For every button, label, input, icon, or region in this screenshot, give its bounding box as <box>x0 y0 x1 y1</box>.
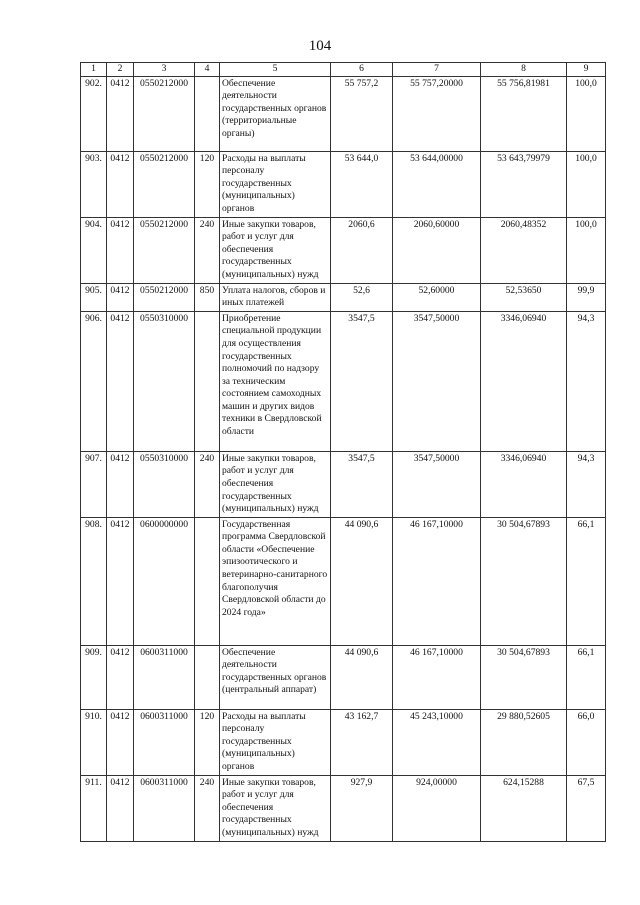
target-article-code: 0550310000 <box>134 451 195 517</box>
section-code: 0412 <box>107 645 134 709</box>
execution-percent: 99,9 <box>567 283 606 311</box>
refined-amount: 53 644,00000 <box>393 151 481 217</box>
expense-type-code <box>195 311 220 451</box>
column-number: 7 <box>393 63 481 77</box>
row-number: 906. <box>81 311 107 451</box>
executed-amount: 53 643,79979 <box>481 151 567 217</box>
row-number: 909. <box>81 645 107 709</box>
refined-amount: 3547,50000 <box>393 451 481 517</box>
expense-name: Иные закупки товаров, работ и услуг для обеспечения государственных (муниципальных) нужд <box>220 451 331 517</box>
refined-amount: 46 167,10000 <box>393 517 481 645</box>
section-code: 0412 <box>107 283 134 311</box>
column-number: 3 <box>134 63 195 77</box>
target-article-code: 0550212000 <box>134 151 195 217</box>
expense-type-code <box>195 76 220 151</box>
expense-name: Обеспечение деятельности государственных органов (территориальные органы) <box>220 76 331 151</box>
expense-name: Обеспечение деятельности государственных органов (центральный аппарат) <box>220 645 331 709</box>
execution-percent: 94,3 <box>567 311 606 451</box>
approved-amount: 44 090,6 <box>331 645 393 709</box>
approved-amount: 3547,5 <box>331 311 393 451</box>
approved-amount: 55 757,2 <box>331 76 393 151</box>
row-number: 903. <box>81 151 107 217</box>
expense-type-code: 240 <box>195 217 220 283</box>
table-row <box>81 775 606 841</box>
expense-name: Государственная программа Свердловской области «Обеспечение эпизоотического и ветеринарно-санитарного благополучия Свердловской области до 2024 года» <box>220 517 331 645</box>
target-article-code: 0600000000 <box>134 517 195 645</box>
executed-amount: 624,15288 <box>481 775 567 841</box>
target-article-code: 0550212000 <box>134 217 195 283</box>
expense-name: Приобретение специальной продукции для осуществления государственных полномочий по надзору за техническим состоянием самоходных машин и других видов техники в Свердловской области <box>220 311 331 451</box>
executed-amount: 52,53650 <box>481 283 567 311</box>
column-number: 9 <box>567 63 606 77</box>
table-row <box>81 517 606 645</box>
refined-amount: 2060,60000 <box>393 217 481 283</box>
expense-name: Уплата налогов, сборов и иных платежей <box>220 283 331 311</box>
executed-amount: 30 504,67893 <box>481 645 567 709</box>
row-number: 907. <box>81 451 107 517</box>
refined-amount: 46 167,10000 <box>393 645 481 709</box>
budget-table <box>80 62 606 842</box>
section-code: 0412 <box>107 217 134 283</box>
row-number: 910. <box>81 709 107 775</box>
section-code: 0412 <box>107 76 134 151</box>
refined-amount: 52,60000 <box>393 283 481 311</box>
target-article-code: 0550310000 <box>134 311 195 451</box>
target-article-code: 0600311000 <box>134 645 195 709</box>
table-row <box>81 311 606 451</box>
execution-percent: 100,0 <box>567 151 606 217</box>
execution-percent: 66,1 <box>567 645 606 709</box>
section-code: 0412 <box>107 311 134 451</box>
approved-amount: 52,6 <box>331 283 393 311</box>
table-row <box>81 151 606 217</box>
expense-type-code <box>195 645 220 709</box>
target-article-code: 0600311000 <box>134 775 195 841</box>
table-row <box>81 76 606 151</box>
approved-amount: 53 644,0 <box>331 151 393 217</box>
column-number: 2 <box>107 63 134 77</box>
expense-type-code <box>195 517 220 645</box>
section-code: 0412 <box>107 451 134 517</box>
table-row <box>81 451 606 517</box>
section-code: 0412 <box>107 151 134 217</box>
target-article-code: 0600311000 <box>134 709 195 775</box>
row-number: 902. <box>81 76 107 151</box>
column-number: 5 <box>220 63 331 77</box>
executed-amount: 29 880,52605 <box>481 709 567 775</box>
column-number: 4 <box>195 63 220 77</box>
expense-type-code: 850 <box>195 283 220 311</box>
execution-percent: 66,0 <box>567 709 606 775</box>
approved-amount: 43 162,7 <box>331 709 393 775</box>
execution-percent: 94,3 <box>567 451 606 517</box>
column-number: 1 <box>81 63 107 77</box>
expense-name: Расходы на выплаты персоналу государственных (муниципальных) органов <box>220 151 331 217</box>
execution-percent: 66,1 <box>567 517 606 645</box>
expense-name: Иные закупки товаров, работ и услуг для обеспечения государственных (муниципальных) нужд <box>220 217 331 283</box>
expense-type-code: 240 <box>195 451 220 517</box>
expense-name: Иные закупки товаров, работ и услуг для обеспечения государственных (муниципальных) нужд <box>220 775 331 841</box>
target-article-code: 0550212000 <box>134 76 195 151</box>
approved-amount: 44 090,6 <box>331 517 393 645</box>
section-code: 0412 <box>107 709 134 775</box>
executed-amount: 3346,06940 <box>481 311 567 451</box>
approved-amount: 2060,6 <box>331 217 393 283</box>
executed-amount: 2060,48352 <box>481 217 567 283</box>
section-code: 0412 <box>107 775 134 841</box>
approved-amount: 927,9 <box>331 775 393 841</box>
executed-amount: 55 756,81981 <box>481 76 567 151</box>
row-number: 908. <box>81 517 107 645</box>
row-number: 905. <box>81 283 107 311</box>
row-number: 911. <box>81 775 107 841</box>
column-number: 6 <box>331 63 393 77</box>
refined-amount: 55 757,20000 <box>393 76 481 151</box>
refined-amount: 45 243,10000 <box>393 709 481 775</box>
section-code: 0412 <box>107 517 134 645</box>
execution-percent: 100,0 <box>567 76 606 151</box>
approved-amount: 3547,5 <box>331 451 393 517</box>
target-article-code: 0550212000 <box>134 283 195 311</box>
expense-type-code: 240 <box>195 775 220 841</box>
page-number: 104 <box>308 38 332 54</box>
execution-percent: 100,0 <box>567 217 606 283</box>
table-row <box>81 645 606 709</box>
table-row <box>81 709 606 775</box>
execution-percent: 67,5 <box>567 775 606 841</box>
expense-type-code: 120 <box>195 709 220 775</box>
table-body <box>81 76 606 841</box>
executed-amount: 30 504,67893 <box>481 517 567 645</box>
column-number: 8 <box>481 63 567 77</box>
refined-amount: 924,00000 <box>393 775 481 841</box>
executed-amount: 3346,06940 <box>481 451 567 517</box>
column-number-header-row <box>81 63 606 77</box>
table-row <box>81 283 606 311</box>
row-number: 904. <box>81 217 107 283</box>
refined-amount: 3547,50000 <box>393 311 481 451</box>
table-row <box>81 217 606 283</box>
expense-name: Расходы на выплаты персоналу государственных (муниципальных) органов <box>220 709 331 775</box>
expense-type-code: 120 <box>195 151 220 217</box>
